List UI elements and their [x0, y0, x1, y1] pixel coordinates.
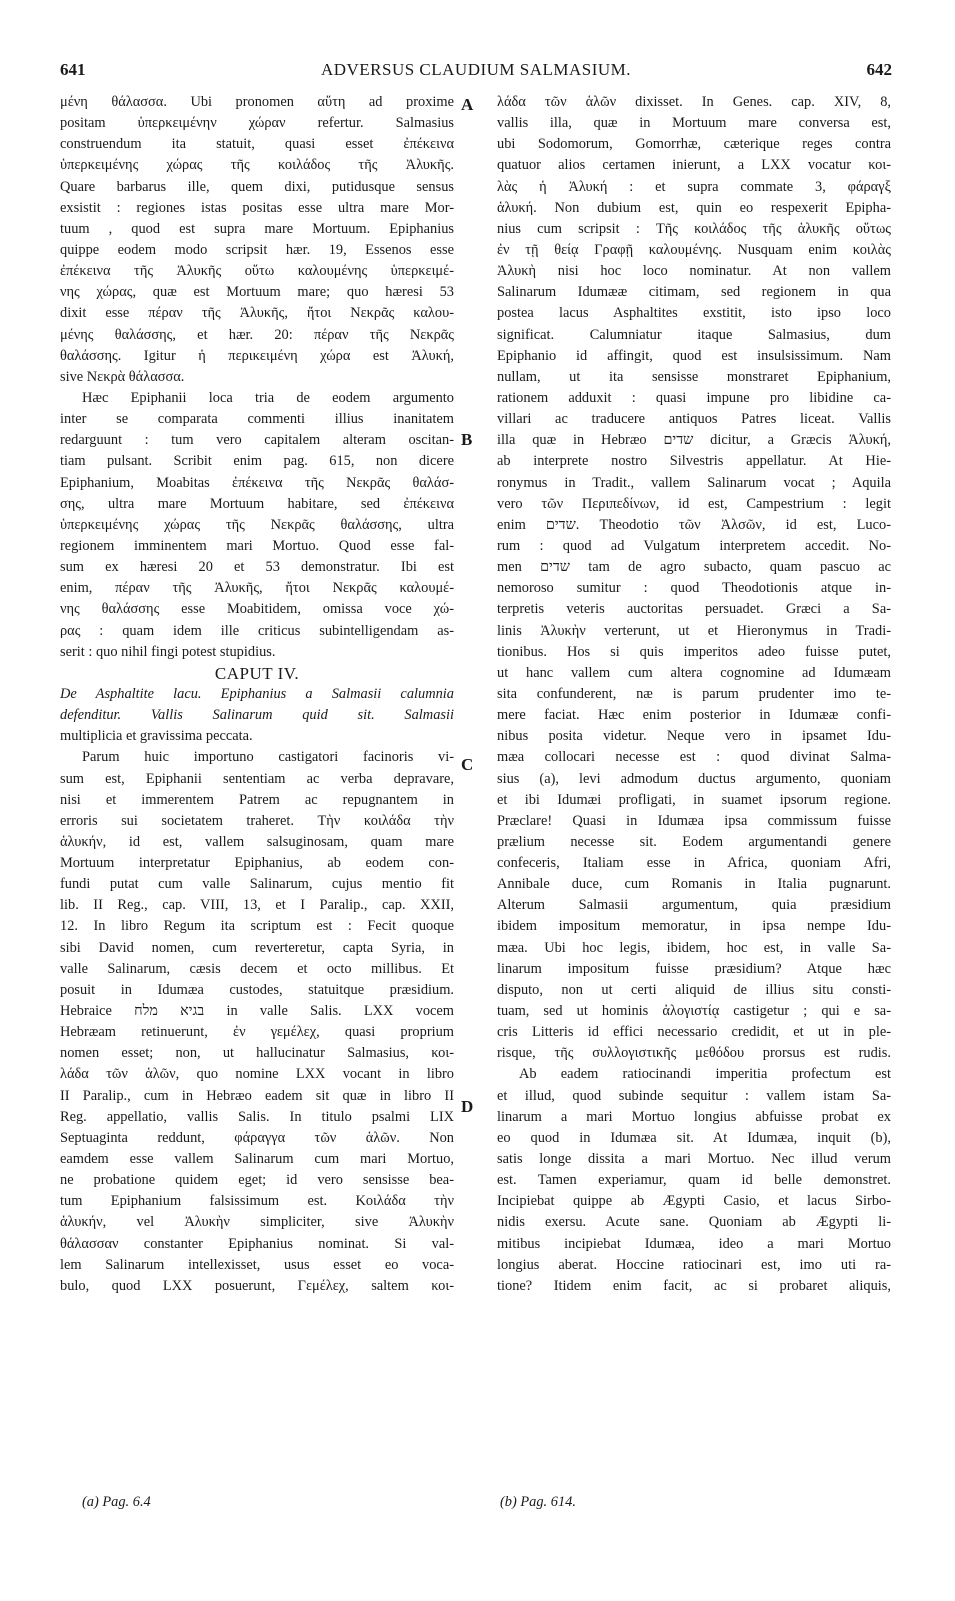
text-line: Quare barbarus ille, quem dixi, putidusque sensus	[60, 178, 454, 195]
text-line: linarum impositum fuisse præsidium? Atque hæc	[497, 960, 891, 977]
text-line: lib. II Reg., cap. VIII, 13, et I Paralip., cap. XXII,	[60, 897, 454, 914]
text-line: rum : quod ad Vulgatum interpretem accedit. No-	[497, 537, 891, 554]
text-line: Alterum Salmasii argumentum, quia præsidium	[497, 897, 891, 914]
text-line: exsistit : regiones istas positas esse ultra mare Mor-	[60, 199, 454, 216]
text-line: linis Ἀλυκὴν verterunt, ut et Hieronymus in Tradi-	[497, 622, 891, 639]
text-line: et ibi Idumæi profligati, in suamet ipsorum regione.	[497, 791, 891, 808]
margin-letter-d: D	[461, 1097, 474, 1116]
text-line: Ἀλυκὴ nisi hoc loco nominatur. At non vallem	[497, 263, 891, 280]
text-line: Epiphanium, Moabitas ἐπέκεινα τῆς Νεκρᾶς θαλάσ-	[60, 474, 454, 491]
text-line: II Paralip., cum in Hebræo eadem sit quæ in libro II	[60, 1087, 454, 1104]
footnote-a: (a) Pag. 6.4	[82, 1494, 151, 1510]
text-line: construendum ita statuit, quasi esset ἐπέκεινα	[60, 136, 454, 153]
text-line: ubi Sodomorum, Gomorrhæ, cæterique reges contra	[497, 136, 891, 153]
text-line: Reg. appellatio, vallis Salis. In titulo psalmi LIX	[60, 1108, 454, 1125]
text-line: mæa collocari necesse est : quod divinat Salma-	[497, 749, 891, 766]
text-line: multiplicia et gravissima peccata.	[60, 728, 253, 745]
text-line: μένη θάλασσα. Ubi pronomen αὕτη ad proxime	[60, 94, 454, 110]
text-line: redarguunt : tum vero capitalem alteram oscitan-	[60, 432, 454, 449]
text-line: mæa. Ubi hoc legis, ibidem, hoc est, in valle Sa-	[497, 939, 891, 956]
text-line: Parum huic importuno castigatori facinoris vi-	[82, 749, 454, 766]
text-line: mitibus incipiebat Idumæa, ideo a mari Mortuo	[497, 1235, 891, 1252]
running-header	[60, 60, 892, 86]
text-line: quatuor alios certamen inierunt, a LXX vocatur κοι-	[497, 157, 891, 174]
text-line: rationem adduxit : quasi impune pro libidine ca-	[497, 389, 891, 406]
text-line: ronymus in Tradit., vallem Salinarum vocat ; Aquila	[497, 474, 891, 491]
margin-letter-a: A	[461, 95, 474, 114]
text-line: 12. In libro Regum ita scriptum est : Fecit quoque	[60, 918, 454, 935]
text-line: Incipiebat quippe ab Ægypti Casio, et lacus Sirbo-	[497, 1193, 891, 1210]
text-line: ρας : quam idem ille criticus subintelligendam as-	[60, 622, 454, 639]
text-line: λὰς ἡ Ἀλυκή : et supra commate 3, φάραγξ	[497, 178, 891, 195]
text-line: longius aberat. Hoccine ratiocinari est, imo uti ra-	[497, 1256, 891, 1273]
text-line: ἁλυκήν, vel Ἀλυκὴν simpliciter, sive Ἀλυκὴν	[60, 1214, 454, 1231]
text-line: postea lacus Asphaltites exstitit, isto ipso loco	[497, 305, 891, 322]
text-line: Ab eadem ratiocinandi imperitia profectum est	[519, 1066, 891, 1083]
text-line: valle Salinarum, cæsis decem et octo millibus. Et	[60, 960, 454, 977]
footnote-b: (b) Pag. 614.	[500, 1494, 576, 1510]
text-line: ne probatione quidem eget; id vero sensisse bea-	[60, 1172, 454, 1189]
text-line: men שדים tam de agro subacto, quam pascuo ac	[497, 559, 891, 576]
text-line: satis longe dissita a mari Mortuo. Nec illud verum	[497, 1151, 891, 1168]
text-line: tuam, sed ut hominis ἀλογιστίᾳ castigetur ; qui e sa-	[497, 1003, 891, 1020]
text-line: tionibus. Hos si quis imperitos adeo fuisse putet,	[497, 643, 891, 660]
text-line: θάλασσαν constanter Epiphanius nominat. Si val-	[60, 1235, 454, 1252]
text-line: cris Litteris id effici necessario credidit, et ut in ple-	[497, 1024, 891, 1041]
text-line: fundi putat cum valle Salinarum, cujus mentio fit	[60, 876, 454, 893]
text-line: σης, ultra mare Mortuum habitare, sed ἐπέκεινα	[60, 495, 454, 512]
text-line: nius cum scripsit : Τῆς κοιλάδος τῆς ἁλυκῆς οὕτως	[497, 220, 891, 237]
text-line: erroris sui societatem traheret. Τὴν κοιλάδα τὴν	[60, 812, 454, 829]
text-line: vallis illa, quæ in Mortuum mare conversa est,	[497, 115, 891, 132]
text-line: positam ὑπερκειμένην χώραν refertur. Salmasius	[60, 115, 454, 132]
page-number-left: 641	[60, 60, 86, 79]
text-line: tiam pulsant. Scribit enim pag. 615, non dicere	[60, 453, 454, 470]
text-line: ὑπερκειμένης χώρας τῆς κοιλάδος τῆς Ἀλυκῆς.	[60, 157, 454, 174]
text-line: Salinarum Idumææ citimam, sed regionem in qua	[497, 284, 891, 301]
text-line: linarum a mari Mortuo longius abfuisse probat ex	[497, 1108, 891, 1125]
text-line: posuit in Idumæa custodes, statuitque præsidium.	[60, 981, 454, 998]
text-line: ibidem impositum memoratur, in ipsa nempe Idu-	[497, 918, 891, 935]
text-line: λάδα τῶν ἁλῶν, quo nomine LXX vocant in libro	[60, 1066, 454, 1083]
left-column	[60, 92, 454, 1392]
page-number-right: 642	[866, 60, 892, 79]
margin-letter-c: C	[461, 755, 474, 774]
running-title: ADVERSUS CLAUDIUM SALMASIUM.	[320, 60, 632, 79]
text-line: sibi David nomen, cum reverteretur, capta Syria, in	[60, 939, 454, 956]
text-line: θαλάσσης. Igitur ἡ περικειμένη χώρα est Ἀλυκή,	[60, 347, 454, 364]
text-line: nemoroso sumitur : quod Theodotionis atque in-	[497, 580, 891, 597]
text-line: sita confunderent, næ is parum prudenter imo te-	[497, 685, 891, 702]
text-line: νης θαλάσσης esse Moabitidem, omissa voce χώ-	[60, 601, 454, 618]
text-line: νης χώρας, quæ est Mortuum mare; quo hæresi 53	[60, 284, 454, 301]
text-line: tuum , quod est supra mare Mortuum. Epiphanius	[60, 220, 454, 237]
text-line: defenditur. Vallis Salinarum quid sit. Salmasii	[60, 707, 454, 724]
text-line: est. Tamen experiamur, quam id belle demonstret.	[497, 1172, 891, 1189]
text-line: vero τῶν Περιπεδίνων, id est, Campestrium : legit	[497, 495, 891, 512]
text-line: ἁλυκή. Non dubium est, quin eo respexerit Epipha-	[497, 199, 891, 216]
text-line: nisi et immerentem Patrem ac repugnantem in	[60, 791, 454, 808]
text-line: ab interprete nostro Silvestris appellatur. At Hie-	[497, 453, 891, 470]
text-line: nibus posita videtur. Neque vero in ipsamet Idu-	[497, 728, 891, 745]
text-line: ὑπερκειμένης χώρας τῆς Νεκρᾶς θαλάσσης, ultra	[60, 516, 454, 533]
text-line: enim שדים. Theodotio τῶν Ἀλσῶν, id est, Luco-	[497, 516, 891, 533]
text-line: CAPUT IV.	[214, 663, 300, 683]
text-line: terpretis veteris auctoritas persuadet. Græci a Sa-	[497, 601, 891, 618]
margin-letter-b: B	[461, 430, 473, 449]
text-line: significat. Calumniatur itaque Salmasius, dum	[497, 326, 891, 343]
text-line: sum ex hæresi 20 et 53 demonstratur. Ibi est	[60, 559, 454, 576]
text-line: Annibale duce, cum Romanis in Italia pugnarunt.	[497, 876, 891, 893]
text-line: confeceris, Italiam esse in Africa, quoniam Afri,	[497, 855, 891, 872]
text-line: illa quæ in Hebræo שדים dicitur, a Græcis Ἀλυκή,	[497, 432, 891, 449]
text-line: De Asphaltite lacu. Epiphanius a Salmasii calumnia	[60, 685, 454, 702]
text-line: disputo, non ut certi aliquid de illius situ consti-	[497, 981, 891, 998]
text-line: sive Νεκρὰ θάλασσα.	[60, 368, 185, 385]
text-line: ἁλυκήν, id est, vallem salsuginosam, quam mare	[60, 833, 454, 850]
text-line: enim, πέραν τῆς Ἀλυκῆς, ἤτοι Νεκρᾶς καλουμέ-	[60, 580, 454, 597]
text-line: lem Salinarum intellexisset, usus esset eo voca-	[60, 1256, 454, 1273]
text-line: inter se comparata commenti illius inanitatem	[60, 411, 454, 428]
text-line: sius (a), levi admodum ductus argumento, quoniam	[497, 770, 891, 787]
text-line: nullam, ut ita sensisse monstraret Epiphanium,	[497, 368, 891, 385]
text-line: μένης θαλάσσης, et hær. 20: πέραν τῆς Νεκρᾶς	[60, 326, 454, 343]
text-line: villari ac traducere antiquos Patres liceat. Vallis	[497, 411, 891, 428]
text-line: tum Epiphanium falsissimum est. Κοιλάδα τὴν	[60, 1193, 454, 1210]
text-line: regionem imminentem mari Mortuo. Quod esse fal-	[60, 537, 454, 554]
text-line: nomen esset; non, ut hallucinatur Salmasius, κοι-	[60, 1045, 454, 1062]
text-line: Hæc Epiphanii loca tria de eodem argumento	[82, 389, 454, 406]
text-line: ut hanc vallem cum altera cognomine ad Idumæam	[497, 664, 891, 681]
text-line: eo quod in Idumæa sit. At Idumæa, inquit (b),	[497, 1129, 891, 1146]
text-line: risque, τῆς συλλογιστικῆς μεθόδου prorsus est rudis.	[497, 1045, 891, 1062]
text-line: ἐπέκεινα τῆς Ἀλυκῆς οὕτω καλουμένης ὑπερκειμέ-	[60, 263, 454, 280]
text-line: ἐν τῇ θείᾳ Γραφῇ καλουμένης. Nusquam enim κοιλὰς	[497, 241, 891, 258]
text-line: Epiphanio id affingit, quod est insulsissimum. Nam	[497, 347, 891, 364]
text-line: eamdem esse vallem Salinarum cum mari Mortuo,	[60, 1151, 454, 1168]
text-line: sum est, Epiphanii sententiam ac verba depravare,	[60, 770, 454, 787]
text-line: serit : quo nihil fingi potest stupidius.	[60, 643, 276, 660]
text-line: Septuaginta reddunt, φάραγγα τῶν ἁλῶν. Non	[60, 1129, 454, 1146]
text-line: Mortuum interpretatur Epiphanius, ab eodem con-	[60, 855, 454, 872]
text-line: quippe eodem modo scripsit hær. 19, Essenos esse	[60, 241, 454, 258]
text-line: mere faciat. Hæc enim posterior in Idumææ confi-	[497, 707, 891, 724]
text-line: tione? Itidem enim facit, ac si probaret aliquis,	[497, 1277, 891, 1294]
text-line: et illud, quod subinde sequitur : vallem istam Sa-	[497, 1087, 891, 1104]
text-line: Præclare! Quasi in Idumæa ipsa commissum fuisse	[497, 812, 891, 829]
text-line: dixit esse πέραν τῆς Ἀλυκῆς, ἤτοι Νεκρᾶς καλου-	[60, 305, 454, 322]
text-line: Hebraice בגיא מלח in valle Salis. LXX vocem	[60, 1003, 454, 1020]
text-line: λάδα τῶν ἁλῶν dixisset. In Genes. cap. XIV, 8,	[497, 94, 891, 110]
text-line: nidis exersu. Acute sane. Quoniam ab Ægypti li-	[497, 1214, 891, 1231]
right-column	[497, 92, 891, 1392]
text-line: bulo, quod LXX posuerunt, Γεμέλεχ, saltem κοι-	[60, 1277, 454, 1294]
text-line: prælium necesse sit. Eodem argumentandi genere	[497, 833, 891, 850]
text-line: Hebræam retinuerunt, ἐν γεμέλεχ, quasi proprium	[60, 1024, 454, 1041]
